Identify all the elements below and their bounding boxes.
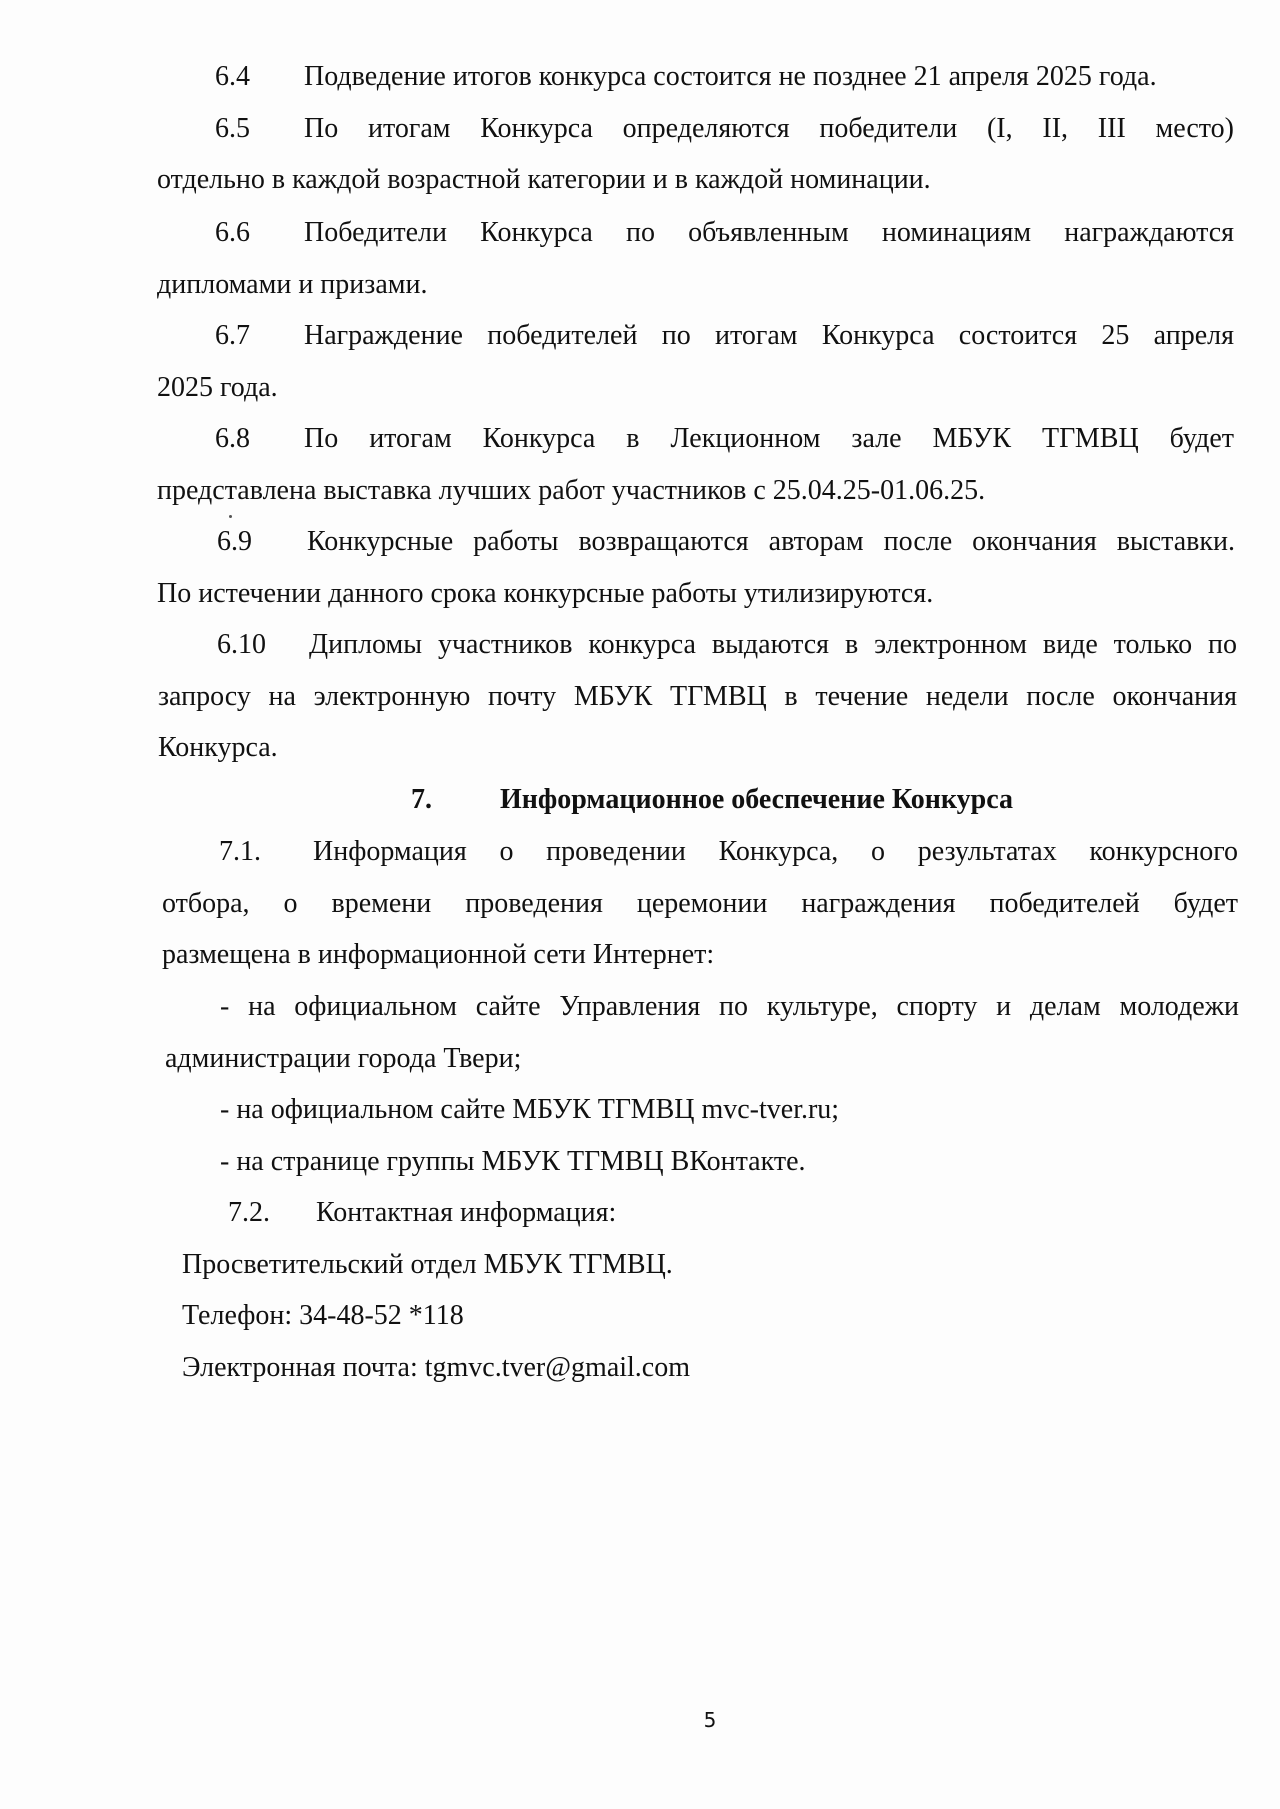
paragraph-line: Подведение итогов конкурса состоится не позднее 21 апреля 2025 года. (304, 61, 1157, 92)
paragraph-line: Победители Конкурса по объявленным номинациям награждаются (304, 217, 1234, 248)
paragraph-line: Контактная информация: (316, 1197, 617, 1228)
paragraph-line: отбора, о времени проведения церемонии награждения победителей будет (162, 888, 1238, 919)
section-title: Информационное обеспечение Конкурса (500, 784, 1013, 815)
scan-speck (229, 515, 232, 518)
item-number: 6.5 (215, 113, 250, 144)
bullet-line: администрации города Твери; (165, 1043, 522, 1074)
item-number: 6.8 (215, 423, 250, 454)
item-number: 6.7 (215, 320, 250, 351)
bullet-line: - на странице группы МБУК ТГМВЦ ВКонтакте. (220, 1146, 806, 1177)
section-number: 7. (411, 784, 432, 815)
paragraph-line: отдельно в каждой возрастной категории и в каждой номинации. (157, 164, 931, 195)
item-number: 6.4 (215, 61, 250, 92)
contact-phone: Телефон: 34-48-52 *118 (182, 1300, 464, 1331)
item-number: 6.9 (217, 526, 252, 557)
paragraph-line: Информация о проведении Конкурса, о результатах конкурсного (313, 836, 1238, 867)
paragraph-line: По итогам Конкурса определяются победители (I, II, III место) (304, 113, 1234, 144)
paragraph-line: 2025 года. (157, 372, 278, 403)
paragraph-line: Награждение победителей по итогам Конкурса состоится 25 апреля (304, 320, 1234, 351)
paragraph-line: Конкурса. (158, 732, 278, 763)
paragraph-line: Дипломы участников конкурса выдаются в электронном виде только по (309, 629, 1237, 660)
contact-department: Просветительский отдел МБУК ТГМВЦ. (182, 1249, 673, 1280)
paragraph-line: размещена в информационной сети Интернет: (162, 939, 715, 970)
item-number: 7.2. (228, 1197, 270, 1228)
paragraph-line: запросу на электронную почту МБУК ТГМВЦ в течение недели после окончания (158, 681, 1237, 712)
page-number: 5 (703, 1708, 717, 1732)
item-number: 6.10 (217, 629, 266, 660)
bullet-line: - на официальном сайте Управления по культуре, спорту и делам молодежи (220, 991, 1239, 1022)
paragraph-line: представлена выставка лучших работ участников с 25.04.25-01.06.25. (157, 475, 986, 506)
bullet-line: - на официальном сайте МБУК ТГМВЦ mvc-tver.ru; (220, 1094, 840, 1125)
contact-email: Электронная почта: tgmvc.tver@gmail.com (182, 1352, 691, 1383)
paragraph-line: дипломами и призами. (157, 269, 428, 300)
item-number: 7.1. (219, 836, 261, 867)
paragraph-line: Конкурсные работы возвращаются авторам после окончания выставки. (307, 526, 1235, 557)
item-number: 6.6 (215, 217, 250, 248)
paragraph-line: По истечении данного срока конкурсные работы утилизируются. (157, 578, 934, 609)
paragraph-line: По итогам Конкурса в Лекционном зале МБУК ТГМВЦ будет (304, 423, 1234, 454)
